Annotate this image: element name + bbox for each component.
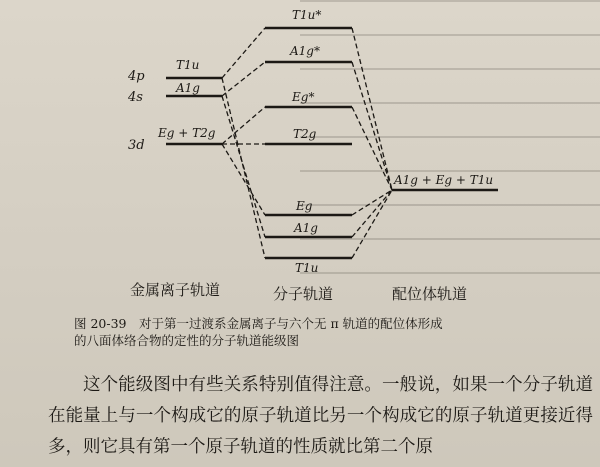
label-metal-a1g: A1g (176, 81, 200, 95)
label-mo-t1u-star: T1u* (292, 8, 322, 22)
label-mo-a1g: A1g (294, 221, 318, 235)
mo-label: 分子轨道 (273, 285, 334, 303)
label-4s: 4s (128, 90, 143, 105)
body-text: 这个能级图中有些关系特别值得注意。一般说，如果一个分子轨道在能量上与一个构成它的原子轨道比另一个构成它的原子轨道更接近得多，则它具有第一个原子轨道的性质就比第二个原 (48, 375, 593, 457)
label-3d: 3d (128, 138, 145, 153)
label-mo-a1g-star: A1g* (290, 44, 320, 58)
caption-line-2: 的八面体络合物的定性的分子轨道能级图 (74, 333, 300, 348)
caption-line-1: 对于第一过渡系金属离子与六个无 π 轨道的配位体形成 (139, 316, 443, 331)
label-metal-t1u: T1u (176, 58, 200, 72)
label-metal-eg-t2g: Eg + T2g (158, 126, 216, 140)
label-mo-t1u: T1u (295, 261, 319, 275)
figure-number: 图 20-39 (74, 316, 127, 331)
figure-caption (74, 315, 554, 349)
label-mo-eg: Eg (296, 199, 313, 213)
label-mo-t2g: T2g (293, 127, 317, 141)
label-4p: 4p (128, 69, 145, 84)
label-mo-eg-star: Eg* (292, 90, 315, 104)
metal-orbitals-label: 金属离子轨道 (130, 281, 221, 299)
ligand-orbitals-label: 配位体轨道 (392, 285, 468, 303)
body-paragraph (48, 370, 593, 463)
label-ligand-group: A1g + Eg + T1u (394, 173, 494, 187)
